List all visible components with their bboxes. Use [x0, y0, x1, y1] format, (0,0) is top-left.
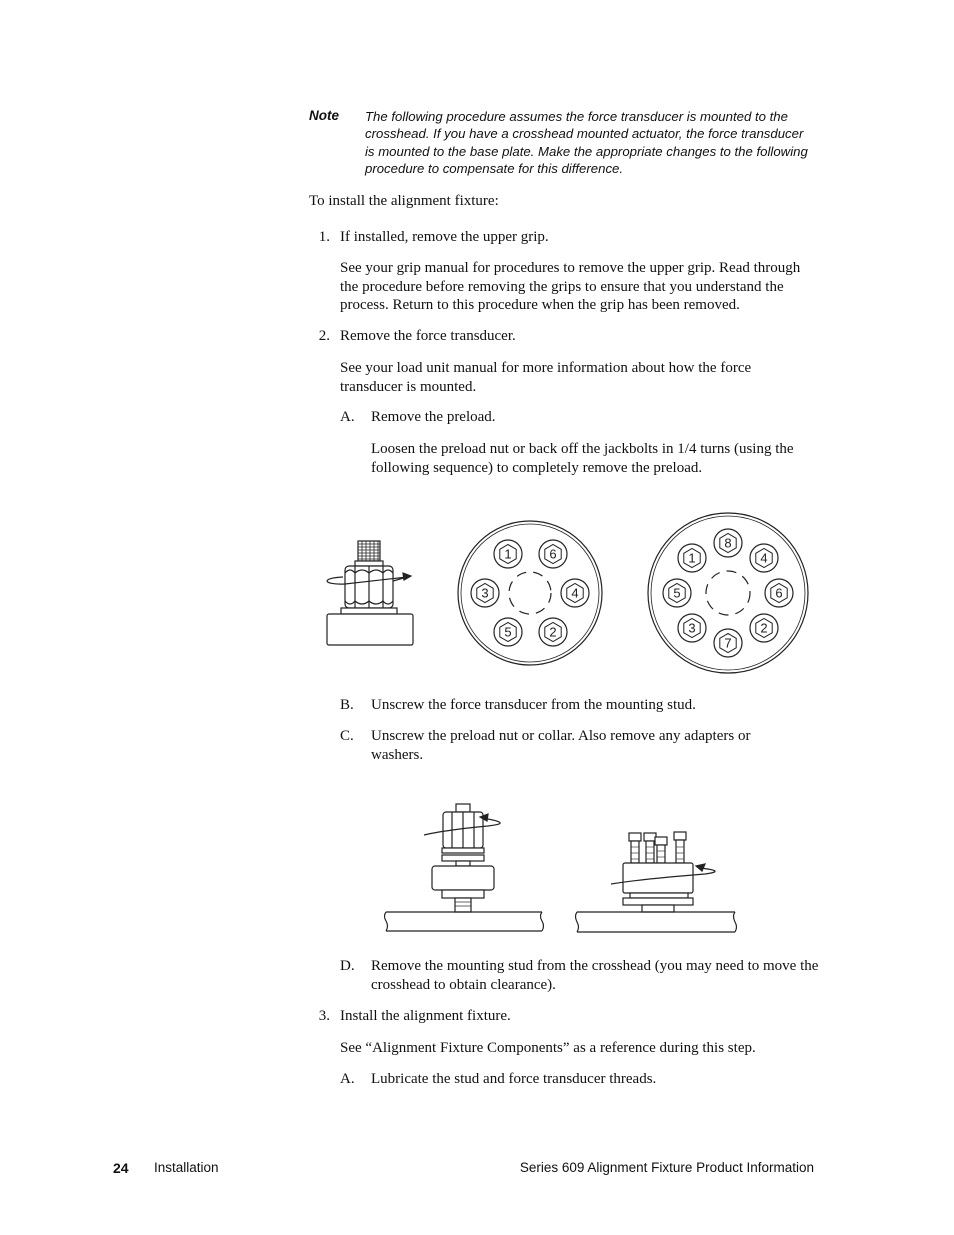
- footer-title: Series 609 Alignment Fixture Product Information: [519, 1160, 814, 1175]
- bolt-2: [539, 618, 567, 646]
- bolt-6: [765, 579, 793, 607]
- substep-3a-number: A.: [340, 1071, 355, 1087]
- bolt-5: [494, 618, 522, 646]
- substep-2c-number: C.: [340, 728, 354, 744]
- step-3-number: 3.: [318, 1008, 330, 1024]
- intro-text: To install the alignment fixture:: [309, 193, 499, 209]
- bolt-sequence-label: 4: [760, 550, 768, 566]
- bolt-1: [678, 544, 706, 572]
- substep-2a-detail: Loosen the preload nut or back off the jackbolts in 1/4 turns (using the following sequence) to completely remove the preload.: [371, 441, 794, 476]
- note-text: The following procedure assumes the force transducer is mounted to the crosshead. If you have a crosshead mounted actuator, the force transducer is mounted to the base plate. Make the appropriate changes to the following procedure to compensate for this difference.: [365, 109, 808, 177]
- substep-2b-title: Unscrew the force transducer from the mounting stud.: [371, 697, 696, 713]
- substep-3a-title: Lubricate the stud and force transducer threads.: [371, 1071, 657, 1087]
- step-3-title: Install the alignment fixture.: [340, 1008, 511, 1024]
- page-number: 24: [113, 1160, 129, 1176]
- step-2-detail: See your load unit manual for more information about how the force transducer is mounted.: [340, 360, 752, 395]
- bolt-sequence-label: 3: [688, 620, 696, 636]
- bolt-sequence-label: 1: [688, 550, 696, 566]
- substep-2a-title: Remove the preload.: [371, 409, 496, 425]
- step-1-number: 1.: [318, 229, 330, 245]
- step-2-number: 2.: [318, 328, 330, 344]
- bolt-4: [561, 579, 589, 607]
- substep-2a-number: A.: [340, 409, 355, 425]
- eight-bolt-pattern: [648, 513, 808, 673]
- note-label: Note: [309, 108, 339, 123]
- bolt-sequence-label: 1: [504, 546, 512, 562]
- six-bolt-pattern: [458, 521, 602, 665]
- step-1-detail: See your grip manual for procedures to remove the upper grip. Read through the procedure before removing the grips to ensure that you understand the process. Return to this procedure when the grip has been removed.: [340, 260, 801, 313]
- step-3-detail: See “Alignment Fixture Components” as a reference during this step.: [340, 1040, 756, 1056]
- preload-nut-removal-illustration: [385, 804, 544, 931]
- substep-2c-title: Unscrew the preload nut or collar. Also remove any adapters or washers.: [371, 728, 751, 763]
- bolt-7: [714, 629, 742, 657]
- unscrew-preload-figure: [380, 800, 750, 940]
- preload-nut-illustration: [327, 541, 413, 645]
- bolt-8: [714, 529, 742, 557]
- bolt-sequence-label: 2: [549, 624, 557, 640]
- bolt-sequence-label: 8: [724, 535, 732, 551]
- bolt-sequence-label: 5: [504, 624, 512, 640]
- bolt-4: [750, 544, 778, 572]
- preload-sequence-figure: [315, 505, 815, 675]
- bolt-1: [494, 540, 522, 568]
- bolt-sequence-label: 4: [571, 585, 579, 601]
- bolt-5: [663, 579, 691, 607]
- substep-2d-title: Remove the mounting stud from the crosshead (you may need to move the crosshead to obtain clearance).: [371, 958, 819, 993]
- bolt-6: [539, 540, 567, 568]
- substep-2b-number: B.: [340, 697, 354, 713]
- bolt-sequence-label: 3: [481, 585, 489, 601]
- step-2-title: Remove the force transducer.: [340, 328, 516, 344]
- bolt-3: [678, 614, 706, 642]
- bolt-sequence-label: 6: [549, 546, 557, 562]
- substep-2d-number: D.: [340, 958, 355, 974]
- bolt-2: [750, 614, 778, 642]
- jackbolt-collar-removal-illustration: [576, 832, 737, 932]
- bolt-3: [471, 579, 499, 607]
- bolt-sequence-label: 7: [724, 635, 732, 651]
- bolt-sequence-label: 2: [760, 620, 768, 636]
- footer-section: Installation: [154, 1160, 219, 1175]
- bolt-sequence-label: 6: [775, 585, 783, 601]
- step-1-title: If installed, remove the upper grip.: [340, 229, 549, 245]
- bolt-sequence-label: 5: [673, 585, 681, 601]
